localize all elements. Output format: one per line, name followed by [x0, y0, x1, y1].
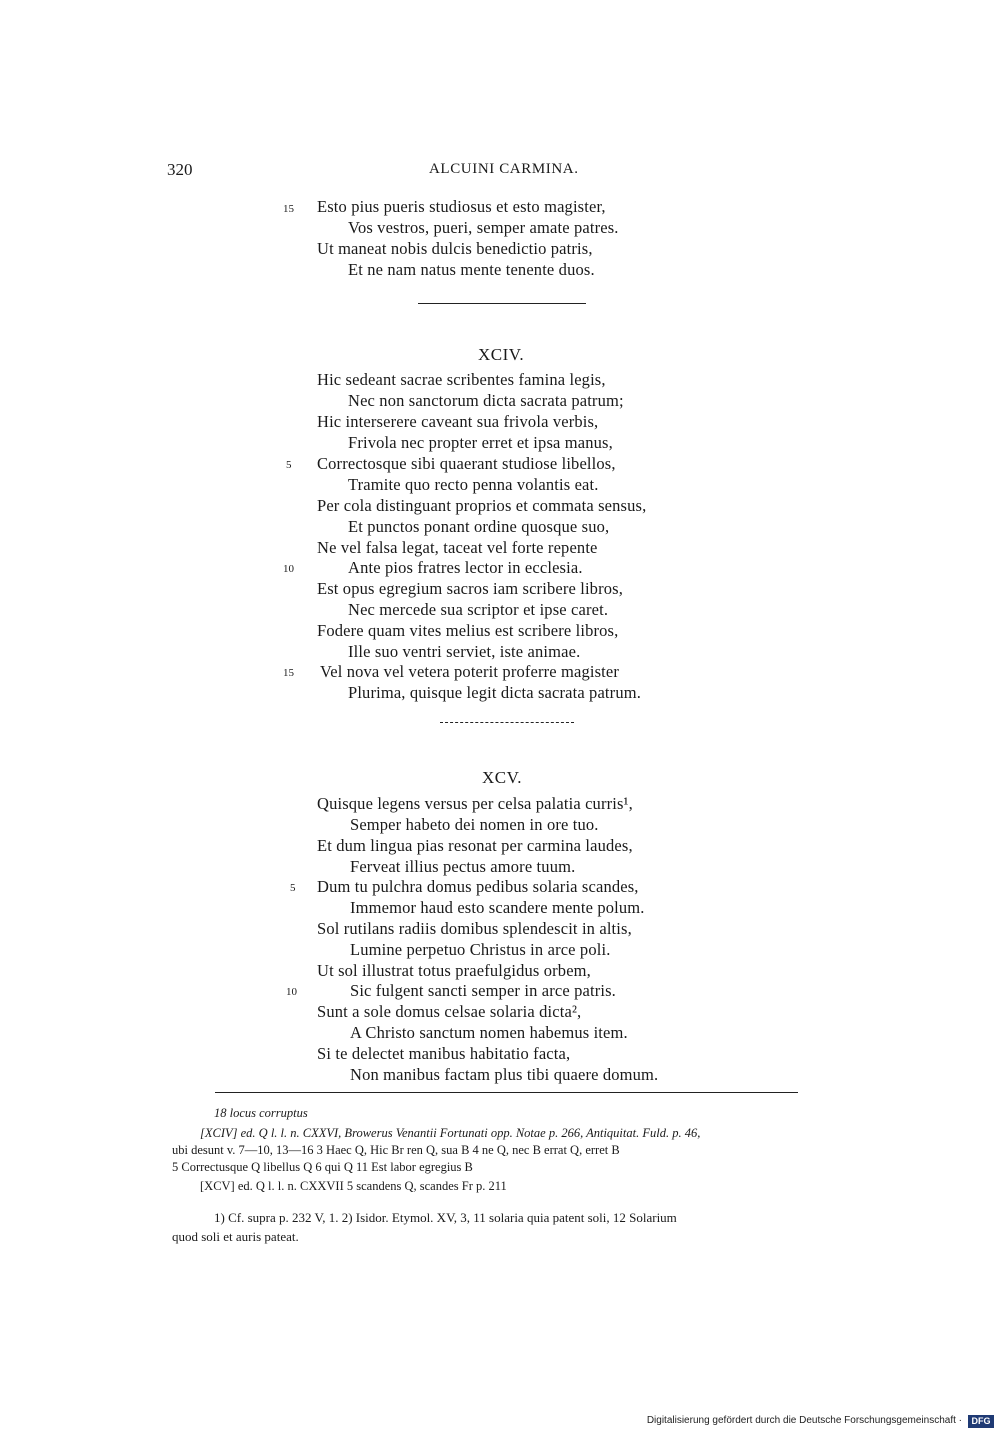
apparatus-line: 18 locus corruptus	[214, 1106, 308, 1120]
verse-line: Vos vestros, pueri, semper amate patres.	[348, 218, 619, 237]
verse-line: Fodere quam vites melius est scribere libros,	[317, 621, 619, 640]
verse-line: Et ne nam natus mente tenente duos.	[348, 260, 595, 279]
verse-line: Dum tu pulchra domus pedibus solaria scandes,	[317, 877, 639, 896]
line-number: 5	[286, 459, 292, 471]
verse-line: Non manibus factam plus tibi quaere domum.	[350, 1065, 659, 1084]
verse-line: Et dum lingua pias resonat per carmina laudes,	[317, 836, 633, 855]
verse-line: Immemor haud esto scandere mente polum.	[350, 898, 645, 917]
footnote-line: 1) Cf. supra p. 232 V, 1. 2) Isidor. Etymol. XV, 3, 11 solaria quia patent soli, 12 Solarium	[214, 1210, 677, 1225]
apparatus-line: [XCV] ed. Q l. l. n. CXXVII 5 scandens Q, scandes Fr p. 211	[200, 1179, 507, 1193]
apparatus-line: 5 Correctusque Q libellus Q 6 qui Q 11 Est labor egregius B	[172, 1160, 473, 1174]
verse-line: Est opus egregium sacros iam scribere libros,	[317, 579, 623, 598]
verse-line: Frivola nec propter erret et ipsa manus,	[348, 433, 613, 452]
line-number: 15	[283, 203, 294, 215]
verse-line: Et punctos ponant ordine quosque suo,	[348, 517, 610, 536]
verse-line: Per cola distinguant proprios et commata sensus,	[317, 496, 647, 515]
section-divider	[440, 722, 574, 723]
line-number: 15	[283, 667, 294, 679]
footnote-line: quod soli et auris pateat.	[172, 1229, 299, 1244]
verse-line: Hic interserere caveant sua frivola verbis,	[317, 412, 599, 431]
line-number: 10	[283, 563, 294, 575]
apparatus-line: [XCIV] ed. Q l. l. n. CXXVI, Browerus Venantii Fortunati opp. Notae p. 266, Antiquitat. Fuld. p. 46,	[200, 1126, 701, 1140]
poem-title: XCIV.	[478, 345, 525, 364]
page-number: 320	[167, 160, 193, 179]
line-number: 10	[286, 986, 297, 998]
verse-line: Plurima, quisque legit dicta sacrata patrum.	[348, 683, 641, 702]
section-divider	[418, 303, 586, 304]
verse-line: Ut maneat nobis dulcis benedictio patris,	[317, 239, 593, 258]
verse-line: Lumine perpetuo Christus in arce poli.	[350, 940, 611, 959]
verse-line: A Christo sanctum nomen habemus item.	[350, 1023, 628, 1042]
digitization-credit: Digitalisierung gefördert durch die Deutsche Forschungsgemeinschaft ·	[646, 1415, 962, 1426]
verse-line: Esto pius pueris studiosus et esto magister,	[317, 197, 606, 216]
apparatus-line: ubi desunt v. 7—10, 13—16 3 Haec Q, Hic Br ren Q, sua B 4 ne Q, nec B errat Q, erret B	[172, 1143, 620, 1157]
verse-line: Nec non sanctorum dicta sacrata patrum;	[348, 391, 624, 410]
poem-title: XCV.	[482, 768, 522, 787]
verse-line: Ferveat illius pectus amore tuum.	[350, 857, 576, 876]
verse-line: Nec mercede sua scriptor et ipse caret.	[348, 600, 609, 619]
verse-line: Ante pios fratres lector in ecclesia.	[348, 558, 583, 577]
verse-line: Sunt a sole domus celsae solaria dicta²,	[317, 1002, 582, 1021]
verse-line: Ille suo ventri serviet, iste animae.	[348, 642, 581, 661]
verse-line: Quisque legens versus per celsa palatia curris¹,	[317, 794, 633, 813]
verse-line: Sic fulgent sancti semper in arce patris.	[350, 981, 616, 1000]
verse-line: Hic sedeant sacrae scribentes famina legis,	[317, 370, 606, 389]
verse-line: Si te delectet manibus habitatio facta,	[317, 1044, 571, 1063]
verse-line: Ne vel falsa legat, taceat vel forte repente	[317, 538, 598, 557]
apparatus-rule	[215, 1092, 798, 1093]
line-number: 5	[290, 882, 296, 894]
verse-line: Correctosque sibi quaerant studiose libellos,	[317, 454, 616, 473]
verse-line: Vel nova vel vetera poterit proferre magister	[320, 662, 620, 681]
verse-line: Sol rutilans radiis domibus splendescit in altis,	[317, 919, 632, 938]
running-title: ALCUINI CARMINA.	[429, 161, 579, 177]
verse-line: Tramite quo recto penna volantis eat.	[348, 475, 599, 494]
dfg-logo: DFG	[968, 1415, 994, 1428]
verse-line: Ut sol illustrat totus praefulgidus orbem,	[317, 961, 591, 980]
verse-line: Semper habeto dei nomen in ore tuo.	[350, 815, 599, 834]
